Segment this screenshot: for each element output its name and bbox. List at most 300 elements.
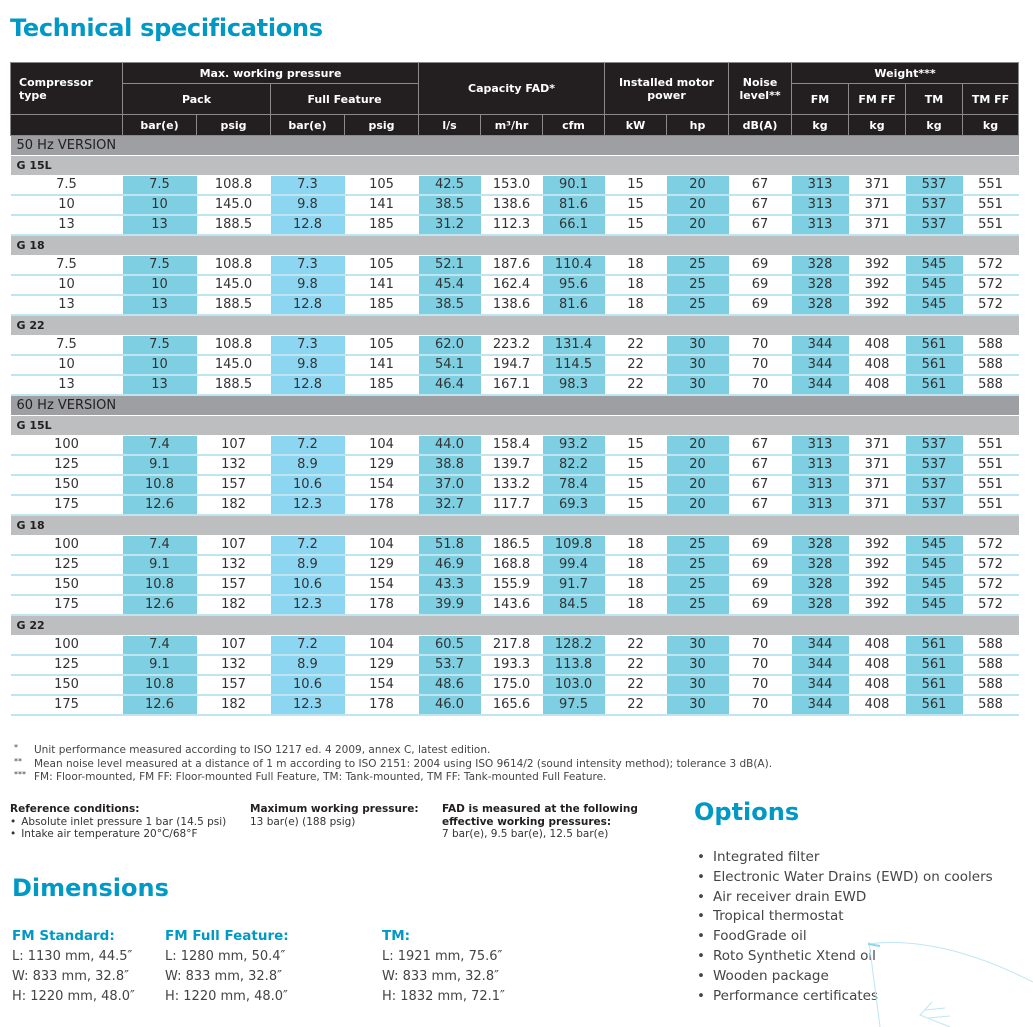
table-cell: 344 <box>792 375 849 395</box>
table-cell: 7.2 <box>271 436 345 456</box>
table-cell: 70 <box>729 655 792 675</box>
model-label: G 18 <box>11 235 1019 256</box>
table-cell: 537 <box>906 215 963 235</box>
table-cell: 13 <box>123 375 197 395</box>
table-cell: 20 <box>667 455 729 475</box>
table-cell: 392 <box>849 555 906 575</box>
table-cell: 188.5 <box>197 295 271 315</box>
table-cell: 25 <box>667 275 729 295</box>
table-cell: 537 <box>906 436 963 456</box>
table-cell: 392 <box>849 295 906 315</box>
table-cell: 371 <box>849 455 906 475</box>
table-cell: 182 <box>197 495 271 515</box>
table-cell: 9.8 <box>271 355 345 375</box>
table-cell: 100 <box>11 536 123 556</box>
table-cell: 67 <box>729 215 792 235</box>
table-cell: 408 <box>849 375 906 395</box>
table-cell: 138.6 <box>481 195 543 215</box>
table-cell: 43.3 <box>419 575 481 595</box>
table-cell: 30 <box>667 355 729 375</box>
table-cell: 22 <box>605 375 667 395</box>
table-cell: 125 <box>11 455 123 475</box>
table-row <box>11 636 1019 656</box>
table-cell: 66.1 <box>543 215 605 235</box>
table-cell: 67 <box>729 195 792 215</box>
table-cell: 7.4 <box>123 436 197 456</box>
table-cell: 82.2 <box>543 455 605 475</box>
table-cell: 157 <box>197 675 271 695</box>
table-cell: 13 <box>11 295 123 315</box>
table-cell: 175 <box>11 495 123 515</box>
model-label: G 22 <box>11 615 1019 636</box>
table-cell: 15 <box>605 475 667 495</box>
table-cell: 8.9 <box>271 655 345 675</box>
unit-cell: m³/hr <box>481 115 543 136</box>
col-weight-fm-ff: FM FF <box>849 84 906 115</box>
table-cell: 7.5 <box>123 336 197 356</box>
unit-cell: kg <box>906 115 963 136</box>
unit-cell: bar(e) <box>123 115 197 136</box>
table-cell: 18 <box>605 555 667 575</box>
table-cell: 32.7 <box>419 495 481 515</box>
table-cell: 67 <box>729 436 792 456</box>
table-cell: 7.3 <box>271 336 345 356</box>
table-cell: 22 <box>605 695 667 715</box>
table-cell: 328 <box>792 555 849 575</box>
table-cell: 15 <box>605 436 667 456</box>
table-cell: 22 <box>605 655 667 675</box>
table-cell: 175.0 <box>481 675 543 695</box>
table-cell: 588 <box>963 675 1019 695</box>
max-working-pressure-note: Maximum working pressure: 13 bar(e) (188 psig) <box>250 803 419 828</box>
table-cell: 371 <box>849 215 906 235</box>
table-cell: 97.5 <box>543 695 605 715</box>
table-cell: 185 <box>345 375 419 395</box>
table-cell: 42.5 <box>419 176 481 196</box>
option-item: • Integrated filter <box>697 848 993 868</box>
table-cell: 371 <box>849 436 906 456</box>
col-compressor-type: Compressor type <box>11 63 123 115</box>
table-cell: 328 <box>792 256 849 276</box>
table-cell: 30 <box>667 375 729 395</box>
reference-item: • Intake air temperature 20°C/68°F <box>10 828 226 841</box>
table-cell: 217.8 <box>481 636 543 656</box>
table-cell: 18 <box>605 256 667 276</box>
table-cell: 328 <box>792 575 849 595</box>
table-cell: 155.9 <box>481 575 543 595</box>
col-noise: Noise level** <box>729 63 792 115</box>
table-cell: 20 <box>667 495 729 515</box>
table-cell: 572 <box>963 575 1019 595</box>
col-motor-power: Installed motor power <box>605 63 729 115</box>
model-label: G 15L <box>11 156 1019 176</box>
table-cell: 178 <box>345 695 419 715</box>
table-cell: 69 <box>729 295 792 315</box>
table-cell: 107 <box>197 436 271 456</box>
table-cell: 69 <box>729 256 792 276</box>
table-cell: 45.4 <box>419 275 481 295</box>
table-cell: 25 <box>667 295 729 315</box>
table-cell: 328 <box>792 275 849 295</box>
table-row <box>11 336 1019 356</box>
table-cell: 84.5 <box>543 595 605 615</box>
table-cell: 186.5 <box>481 536 543 556</box>
table-cell: 7.5 <box>123 256 197 276</box>
table-cell: 69 <box>729 536 792 556</box>
table-cell: 25 <box>667 256 729 276</box>
table-row <box>11 295 1019 315</box>
table-cell: 112.3 <box>481 215 543 235</box>
table-cell: 572 <box>963 536 1019 556</box>
table-cell: 25 <box>667 536 729 556</box>
col-full-feature: Full Feature <box>271 84 419 115</box>
col-capacity: Capacity FAD* <box>419 63 605 115</box>
model-label: G 22 <box>11 315 1019 336</box>
table-cell: 133.2 <box>481 475 543 495</box>
table-cell: 194.7 <box>481 355 543 375</box>
table-cell: 178 <box>345 495 419 515</box>
table-cell: 182 <box>197 695 271 715</box>
table-cell: 10 <box>11 275 123 295</box>
table-cell: 7.4 <box>123 636 197 656</box>
table-cell: 167.1 <box>481 375 543 395</box>
table-cell: 572 <box>963 295 1019 315</box>
table-cell: 70 <box>729 636 792 656</box>
table-cell: 551 <box>963 436 1019 456</box>
table-cell: 371 <box>849 176 906 196</box>
model-row <box>11 615 1019 636</box>
table-row <box>11 256 1019 276</box>
table-row <box>11 375 1019 395</box>
dimensions-fm-standard: FM Standard: L: 1130 mm, 44.5″ W: 833 mm, 32.8″ H: 1220 mm, 48.0″ <box>12 928 135 1004</box>
table-cell: 46.0 <box>419 695 481 715</box>
table-cell: 100 <box>11 636 123 656</box>
table-cell: 90.1 <box>543 176 605 196</box>
table-cell: 78.4 <box>543 475 605 495</box>
table-cell: 7.4 <box>123 536 197 556</box>
table-cell: 18 <box>605 295 667 315</box>
table-row <box>11 575 1019 595</box>
table-cell: 18 <box>605 275 667 295</box>
unit-empty <box>11 115 123 136</box>
table-cell: 105 <box>345 336 419 356</box>
table-cell: 12.6 <box>123 495 197 515</box>
table-cell: 392 <box>849 595 906 615</box>
unit-cell: dB(A) <box>729 115 792 136</box>
table-cell: 62.0 <box>419 336 481 356</box>
reference-conditions: Reference conditions: • Absolute inlet pressure 1 bar (14.5 psi) • Intake air temperature 20°C/68°F <box>10 803 226 841</box>
table-cell: 38.5 <box>419 295 481 315</box>
table-cell: 104 <box>345 636 419 656</box>
table-cell: 13 <box>11 375 123 395</box>
table-row <box>11 695 1019 715</box>
table-cell: 67 <box>729 475 792 495</box>
table-cell: 7.3 <box>271 176 345 196</box>
model-row <box>11 515 1019 536</box>
table-row <box>11 555 1019 575</box>
table-cell: 313 <box>792 495 849 515</box>
table-cell: 162.4 <box>481 275 543 295</box>
table-cell: 69 <box>729 555 792 575</box>
unit-cell: kg <box>963 115 1019 136</box>
table-cell: 551 <box>963 215 1019 235</box>
model-label: G 15L <box>11 416 1019 436</box>
table-row <box>11 355 1019 375</box>
table-cell: 117.7 <box>481 495 543 515</box>
bullet-icon: • <box>697 849 705 865</box>
table-cell: 588 <box>963 336 1019 356</box>
table-cell: 588 <box>963 355 1019 375</box>
table-cell: 69 <box>729 275 792 295</box>
table-cell: 139.7 <box>481 455 543 475</box>
decorative-line-art <box>850 920 1033 1027</box>
table-cell: 125 <box>11 655 123 675</box>
version-label: 50 Hz VERSION <box>11 136 1019 156</box>
option-item: • Roto Synthetic Xtend oil <box>697 947 993 967</box>
table-cell: 107 <box>197 536 271 556</box>
table-cell: 313 <box>792 195 849 215</box>
table-cell: 20 <box>667 176 729 196</box>
bullet-icon: • <box>697 987 705 1004</box>
table-cell: 128.2 <box>543 636 605 656</box>
bullet-icon: • <box>697 908 705 925</box>
table-cell: 175 <box>11 595 123 615</box>
table-cell: 132 <box>197 655 271 675</box>
option-item: • Tropical thermostat <box>697 907 993 927</box>
table-cell: 12.8 <box>271 215 345 235</box>
table-cell: 48.6 <box>419 675 481 695</box>
table-cell: 9.8 <box>271 275 345 295</box>
footnote-3: *** FM: Floor-mounted, FM FF: Floor-mounted Full Feature, TM: Tank-mounted, TM FF: Tank-mounted Full Feature. <box>14 770 607 783</box>
table-cell: 108.8 <box>197 176 271 196</box>
table-cell: 8.9 <box>271 455 345 475</box>
table-cell: 95.6 <box>543 275 605 295</box>
table-cell: 70 <box>729 336 792 356</box>
table-cell: 145.0 <box>197 355 271 375</box>
bullet-icon: • <box>697 888 705 905</box>
table-cell: 39.9 <box>419 595 481 615</box>
table-cell: 371 <box>849 475 906 495</box>
table-cell: 141 <box>345 195 419 215</box>
table-cell: 105 <box>345 256 419 276</box>
table-cell: 52.1 <box>419 256 481 276</box>
table-cell: 132 <box>197 455 271 475</box>
table-cell: 9.8 <box>271 195 345 215</box>
table-cell: 561 <box>906 336 963 356</box>
table-cell: 7.5 <box>11 176 123 196</box>
table-cell: 7.5 <box>11 336 123 356</box>
table-cell: 10 <box>123 355 197 375</box>
table-cell: 392 <box>849 275 906 295</box>
table-cell: 7.2 <box>271 536 345 556</box>
table-cell: 38.8 <box>419 455 481 475</box>
option-item: • Electronic Water Drains (EWD) on coolers <box>697 868 993 888</box>
table-cell: 31.2 <box>419 215 481 235</box>
bullet-icon: • <box>697 947 705 964</box>
table-cell: 188.5 <box>197 215 271 235</box>
table-cell: 344 <box>792 336 849 356</box>
table-cell: 129 <box>345 455 419 475</box>
table-cell: 13 <box>11 215 123 235</box>
table-cell: 313 <box>792 455 849 475</box>
table-row <box>11 536 1019 556</box>
table-cell: 22 <box>605 336 667 356</box>
options-title: Options <box>694 798 800 826</box>
table-cell: 70 <box>729 355 792 375</box>
table-cell: 18 <box>605 536 667 556</box>
table-cell: 545 <box>906 536 963 556</box>
table-cell: 561 <box>906 655 963 675</box>
table-cell: 44.0 <box>419 436 481 456</box>
footnotes <box>14 744 772 785</box>
col-max-working-pressure: Max. working pressure <box>123 63 419 84</box>
table-cell: 30 <box>667 655 729 675</box>
table-cell: 408 <box>849 675 906 695</box>
table-cell: 328 <box>792 536 849 556</box>
table-cell: 165.6 <box>481 695 543 715</box>
table-cell: 30 <box>667 695 729 715</box>
table-row <box>11 195 1019 215</box>
table-cell: 12.3 <box>271 695 345 715</box>
table-cell: 145.0 <box>197 275 271 295</box>
table-cell: 46.9 <box>419 555 481 575</box>
table-cell: 9.1 <box>123 455 197 475</box>
option-item: • Performance certificates <box>697 987 993 1007</box>
table-cell: 185 <box>345 295 419 315</box>
table-cell: 182 <box>197 595 271 615</box>
table-cell: 408 <box>849 636 906 656</box>
table-cell: 10.8 <box>123 675 197 695</box>
option-item: • Wooden package <box>697 967 993 987</box>
table-cell: 545 <box>906 555 963 575</box>
option-item: • Air receiver drain EWD <box>697 888 993 908</box>
table-cell: 392 <box>849 575 906 595</box>
table-row <box>11 655 1019 675</box>
table-cell: 154 <box>345 475 419 495</box>
table-cell: 114.5 <box>543 355 605 375</box>
table-cell: 70 <box>729 675 792 695</box>
table-cell: 18 <box>605 575 667 595</box>
table-cell: 158.4 <box>481 436 543 456</box>
table-cell: 588 <box>963 375 1019 395</box>
table-cell: 178 <box>345 595 419 615</box>
table-cell: 69.3 <box>543 495 605 515</box>
table-cell: 20 <box>667 195 729 215</box>
model-row <box>11 416 1019 436</box>
footnote-2: ** Mean noise level measured at a distance of 1 m according to ISO 2151: 2004 using ISO 9614/2 (sound intensity method); tolerance 3 dB(A). <box>14 756 773 770</box>
table-cell: 15 <box>605 495 667 515</box>
table-cell: 313 <box>792 176 849 196</box>
table-cell: 67 <box>729 455 792 475</box>
table-cell: 12.6 <box>123 595 197 615</box>
table-cell: 18 <box>605 595 667 615</box>
table-cell: 193.3 <box>481 655 543 675</box>
table-cell: 46.4 <box>419 375 481 395</box>
table-cell: 10 <box>123 275 197 295</box>
table-cell: 588 <box>963 655 1019 675</box>
table-row <box>11 215 1019 235</box>
table-cell: 12.6 <box>123 695 197 715</box>
table-cell: 113.8 <box>543 655 605 675</box>
table-cell: 37.0 <box>419 475 481 495</box>
table-cell: 15 <box>605 455 667 475</box>
table-cell: 131.4 <box>543 336 605 356</box>
table-cell: 12.8 <box>271 295 345 315</box>
table-cell: 7.3 <box>271 256 345 276</box>
table-cell: 22 <box>605 355 667 375</box>
table-cell: 141 <box>345 355 419 375</box>
version-label: 60 Hz VERSION <box>11 395 1019 416</box>
unit-cell: psig <box>197 115 271 136</box>
table-cell: 371 <box>849 195 906 215</box>
table-cell: 15 <box>605 176 667 196</box>
table-cell: 125 <box>11 555 123 575</box>
table-row <box>11 436 1019 456</box>
table-cell: 408 <box>849 655 906 675</box>
table-cell: 313 <box>792 475 849 495</box>
unit-cell: hp <box>667 115 729 136</box>
table-cell: 53.7 <box>419 655 481 675</box>
table-cell: 150 <box>11 675 123 695</box>
table-cell: 344 <box>792 695 849 715</box>
table-cell: 10.8 <box>123 575 197 595</box>
table-cell: 51.8 <box>419 536 481 556</box>
dimensions-fm-full-feature: FM Full Feature: L: 1280 mm, 50.4″ W: 833 mm, 32.8″ H: 1220 mm, 48.0″ <box>165 928 289 1004</box>
table-cell: 150 <box>11 575 123 595</box>
table-cell: 81.6 <box>543 195 605 215</box>
table-cell: 154 <box>345 675 419 695</box>
table-cell: 108.8 <box>197 336 271 356</box>
table-cell: 572 <box>963 595 1019 615</box>
table-cell: 154 <box>345 575 419 595</box>
table-row <box>11 475 1019 495</box>
table-cell: 408 <box>849 355 906 375</box>
table-cell: 110.4 <box>543 256 605 276</box>
table-cell: 100 <box>11 436 123 456</box>
table-cell: 313 <box>792 215 849 235</box>
table-cell: 8.9 <box>271 555 345 575</box>
table-cell: 175 <box>11 695 123 715</box>
table-cell: 12.8 <box>271 375 345 395</box>
table-cell: 22 <box>605 675 667 695</box>
table-cell: 25 <box>667 575 729 595</box>
table-cell: 187.6 <box>481 256 543 276</box>
table-cell: 344 <box>792 655 849 675</box>
bullet-icon: • <box>697 928 705 945</box>
bullet-icon: • <box>697 967 705 984</box>
table-cell: 108.8 <box>197 256 271 276</box>
table-cell: 107 <box>197 636 271 656</box>
table-cell: 561 <box>906 355 963 375</box>
version-row <box>11 136 1019 156</box>
table-cell: 551 <box>963 495 1019 515</box>
model-row <box>11 156 1019 176</box>
unit-cell: l/s <box>419 115 481 136</box>
table-cell: 328 <box>792 295 849 315</box>
dimensions-tm: TM: L: 1921 mm, 75.6″ W: 833 mm, 32.8″ H: 1832 mm, 72.1″ <box>382 928 505 1004</box>
table-cell: 10 <box>123 195 197 215</box>
table-cell: 10 <box>11 195 123 215</box>
table-cell: 38.5 <box>419 195 481 215</box>
table-cell: 223.2 <box>481 336 543 356</box>
version-row <box>11 395 1019 416</box>
table-cell: 188.5 <box>197 375 271 395</box>
table-cell: 545 <box>906 256 963 276</box>
unit-cell: bar(e) <box>271 115 345 136</box>
table-cell: 153.0 <box>481 176 543 196</box>
table-cell: 141 <box>345 275 419 295</box>
table-cell: 70 <box>729 375 792 395</box>
